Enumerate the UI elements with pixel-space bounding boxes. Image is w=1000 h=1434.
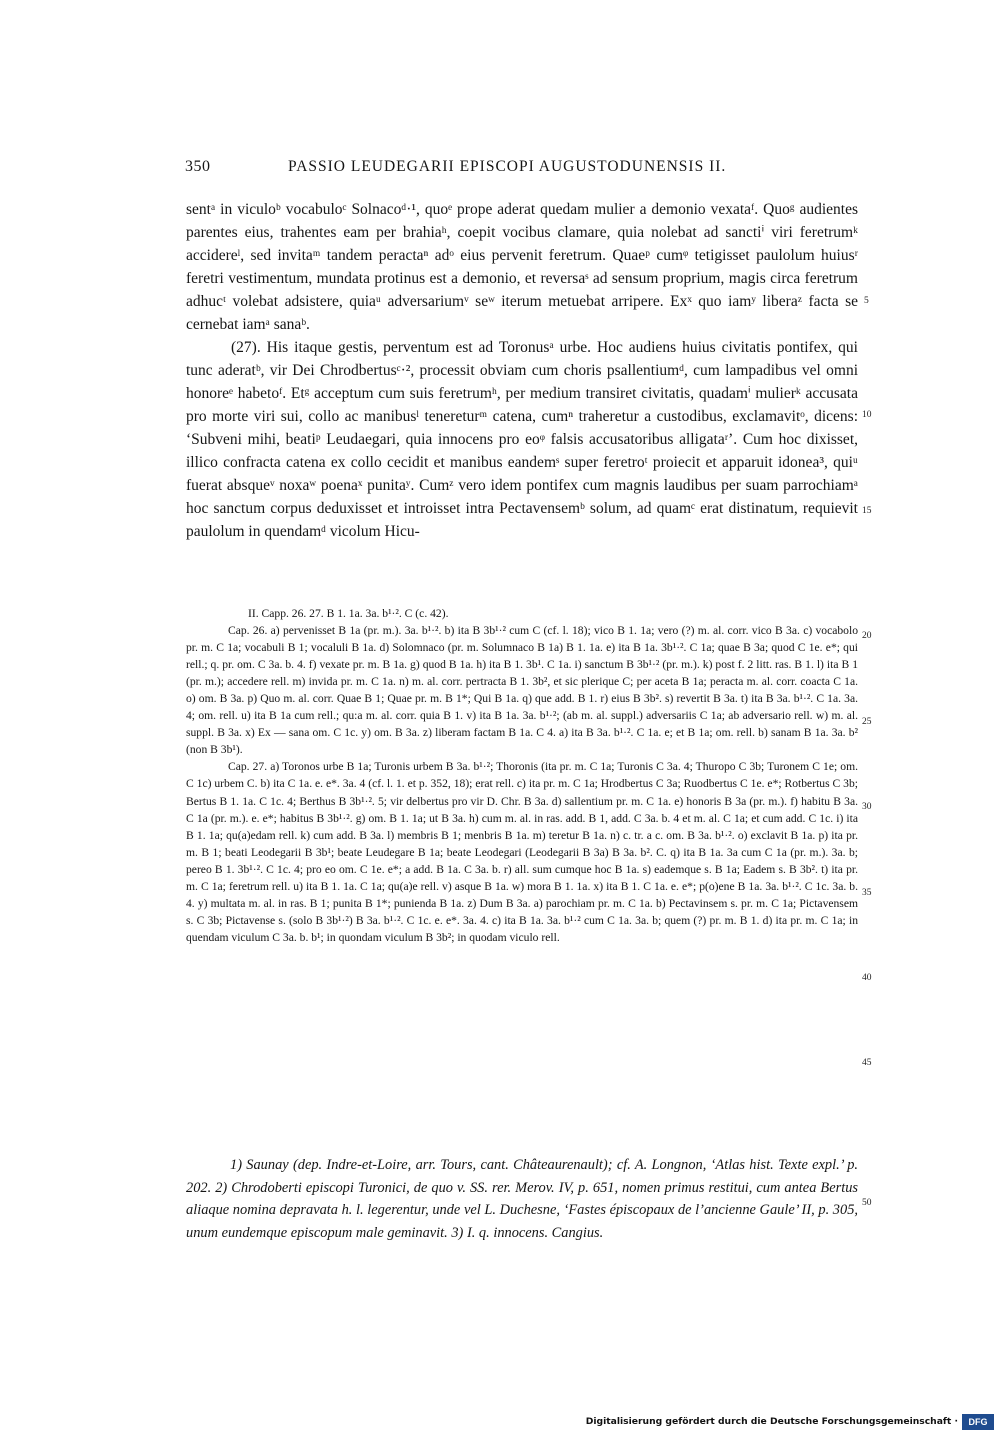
digitization-footer [585, 1414, 994, 1432]
page-number: 350 [185, 158, 211, 175]
line-number: 35 [862, 888, 872, 898]
line-number: 5 [864, 296, 869, 306]
funding-note: Digitalisierung gefördert durch die Deutsche Forschungsgemeinschaft · [585, 1416, 958, 1427]
main-paragraph-2: (27). His itaque gestis, perventum est ad Toronusᵃ urbe. Hoc audiens huius civitatis pontifex, qui tunc aderatᵇ, vir Dei Chrodbertusᶜ·², processit obviam cum choris psallentiumᵈ, cum lampadibus vel omni honoreᵉ habetoᶠ. Etᵍ acceptum cum suis feretrumʰ, per medium transiret civitatis, quadamⁱ mulierᵏ accusata pro morte viri sui, collo ac manibusˡ tenereturᵐ catena, cumⁿ traheretur a custodibus, exclamavitᵒ, dicens: ‘Subveni mihi, beatiᵖ Leudaegari, quia innocens pro eoᵠ falsis accusatoribus alligataʳ’. Cum hoc dixisset, illico confracta catena ex collo cecidit et manibus eandemˢ super feretroᵗ proiecit et apparuit idonea³, quiᵘ fuerat absqueᵛ noxaʷ poenaˣ punitaʸ. Cumᶻ vero idem pontifex cum magnis laudibus per suam parrochiamᵃ hoc sanctum corpus deduxisset et introisset intra Pectavensemᵇ solum, ad quamᶜ erat distinatum, requievit paulolum in quendamᵈ vicolum Hicu- [186, 339, 858, 540]
footnote-text: 1) Saunay (dep. Indre-et-Loire, arr. Tours, cant. Châteaurenault); cf. A. Longnon, ‘Atlas hist. Texte expl.’ p. 202. 2) Chrodoberti episcopi Turonici, de quo v. SS. rer. Merov. IV, p. 651, nomen primus restitui, cum antea Bertus aliaque nomina depravata h. l. legerentur, unde vel L. Duchesne, ‘Fastes épiscopaux de l’ancienne Gaule’ II, p. 305, unum eundemque episcopum male geminavit. 3) I. q. innocens. Cangius. [186, 1157, 858, 1241]
line-number: 40 [862, 973, 872, 983]
running-head: PASSIO LEUDEGARII EPISCOPI AUGUSTODUNENSIS II. [288, 158, 727, 175]
page-header [185, 158, 865, 182]
main-text [186, 198, 858, 543]
critical-apparatus [186, 605, 858, 946]
line-number: 50 [862, 1198, 872, 1208]
footnotes [186, 1154, 858, 1244]
line-number: 30 [862, 802, 872, 812]
line-number: 20 [862, 631, 872, 641]
main-paragraph-1: sentᵃ in viculoᵇ vocabuloᶜ Solnacoᵈ·¹, quoᵉ prope aderat quedam mulier a demonio vexataᶠ. Quoᵍ audientes parentes eius, trahentes eam per brahiaʰ, coepit vocibus clamare, quia nolebat ad sanctiⁱ viri feretrumᵏ accidereˡ, sed invitaᵐ tandem peractaⁿ adᵒ eius pervenit feretrum. Quaeᵖ cumᵠ tetigisset paulolum huiusʳ feretri vestimentum, mundata protinus est a demonio, et reversaˢ ad sensum proprium, magis circa feretrum adhucᵗ volebat adsistere, quiaᵘ adversariumᵛ seʷ iterum metuebat arripere. Exˣ quo iamʸ liberaᶻ facta se cernebat iamᵃ sanaᵇ. [186, 201, 858, 333]
apparatus-heading: II. Capp. 26. 27. B 1. 1a. 3a. b¹·². C (c. 42). [248, 607, 449, 620]
dfg-logo-icon: DFG [962, 1414, 994, 1430]
line-number: 25 [862, 717, 872, 727]
line-number: 10 [862, 410, 872, 420]
apparatus-cap-26: Cap. 26. a) pervenisset B 1a (pr. m.). 3a. b¹·². b) ita B 3b¹·² cum C (cf. l. 18); vico B 1. 1a; vero (?) m. al. corr. vico B 3a. c) vocabolo pr. m. C 1a; vocabuli B 1; vocaluli B 1a. d) Solomnaco (pr. m. Solumnaco B 1a) B 1. 1a. e) ita B 1a. 3b¹·². C 1a; quae B 3a; quod C 1e. e*; qui rell.; q. pr. om. C 3a. b. 4. f) vexate pr. m. B 1a. g) quod B 1a. h) ita B 1. 3b¹. C 1a. i) sanctum B 3b¹·² (pr. m.). k) post f. 2 litt. ras. B 1. l) ita B 1 (pr. m.); accedere rell. m) invida pr. m. C 1a. n) m. al. corr. pertracta B 1. 3b², et sic plerique C; per aceta B 1a; peracta m. al. corr. coacta C 1a. o) om. B 3a. p) Quo m. al. corr. Quae B 1; Quae pr. m. B 1*; Qui B 1a. q) que add. B 1. r) eius B 3b². s) revertit B 3a. t) ita B 3a. b¹·². C 1a. 3a. 4; om. rell. u) ita B 1a cum rell.; qu:a m. al. corr. quia B 1. v) ita B 1a. 3a. b¹·²; (ab m. al. suppl.) adversariis C 1a; ab adversario rell. w) m. al. suppl. B 3a. x) Ex — sana om. C 1c. y) om. B 3a. z) liberam factam B 1a. C 4. a) ita B 3a. b¹·². C 1a. e; et B 1a; om. rell. b) sanam B 1a. 3a. b² (non B 3b¹). [186, 624, 858, 757]
line-number: 45 [862, 1058, 872, 1068]
apparatus-cap-27: Cap. 27. a) Toronos urbe B 1a; Turonis urbem B 3a. b¹·²; Thoronis (ita pr. m. C 1a; Turonis C 3a. 4; Thuropo C 3b; Turonem C 1e; om. C 1c) urbem C. b) ita C 1a. e. e*. 3a. 4 (cf. l. 1. et p. 352, 18); erat rell. c) ita pr. m. C 1a; Hrodbertus C 3a; Ruodbertus C 1e. e*; Rotbertus C 3b; Bertus B 1. 1a. C 1c. 4; Berthus B 3b¹·². 5; vir delbertus pro vir D. Chr. B 3a. d) sallentium pr. m. C 1a. e) honoris B 3a (pr. m.). f) habitu B 3a. C 1a (pr. m.). e. e*; habitus B 3b¹·². g) om. B 1. 1a; ut B 3a. h) cum m. al. in ras. add. B 1, add. C 3a. b. 4 et m. al. C 1a; et cum add. C 1c. i) ita B 1. 1a; qu(a)edam rell. k) cum add. B 3a. l) membris B 1; menbris B 1a. m) teretur B 1a. n) c. tr. a c. om. B 3a. b¹·². o) exclavit B 1a. p) ita pr. m. B 1; beati Leodegarii B 3b¹; beate Leudegare B 1a; beate Leodegari (Leodegarii B 3a) B 3a. b². C. q) ita B 1a. 3a cum C 1a (pr. m.). 3a. b; pereo B 1. 3b¹·². C 1c. 4; pro eo om. C 1e. e*; a add. B 1a. C 3a. b. r) all. sum cumque hoc B 1a. s) eademque s. B 1a; Eadem s. B 3b². t) ita pr. m. C 1a; feretrum rell. u) ita B 1. 1a. C 1a; qu(a)e rell. v) asque B 1a. w) mora B 1. 1a. x) ita B 1. C 1a. e. e*; p(o)ene B 1a. 3a. b¹·². C 1c. 3a. b. 4. y) multata m. al. in ras. B 1; punita B 1*; punienda B 1a. z) Dum B 3a. a) parochiam pr. m. C 1a. b) Pectavinsem s. pr. m. C 1a; Pictavensem s. C 3b; Pictavense s. (solo B 3b¹·²) B 3a. b¹·². C 1c. e. e*. 3a. 4. c) ita B 1a. 3a. b¹·² cum C 1a. 3a. b; quem (?) pr. m. B 1. d) ita pr. m. C 1a; in quendam viculum C 3a. b. b¹; in quondam viculum B 3b²; in quodam viculo rell. [186, 760, 858, 944]
line-number: 15 [862, 506, 872, 516]
